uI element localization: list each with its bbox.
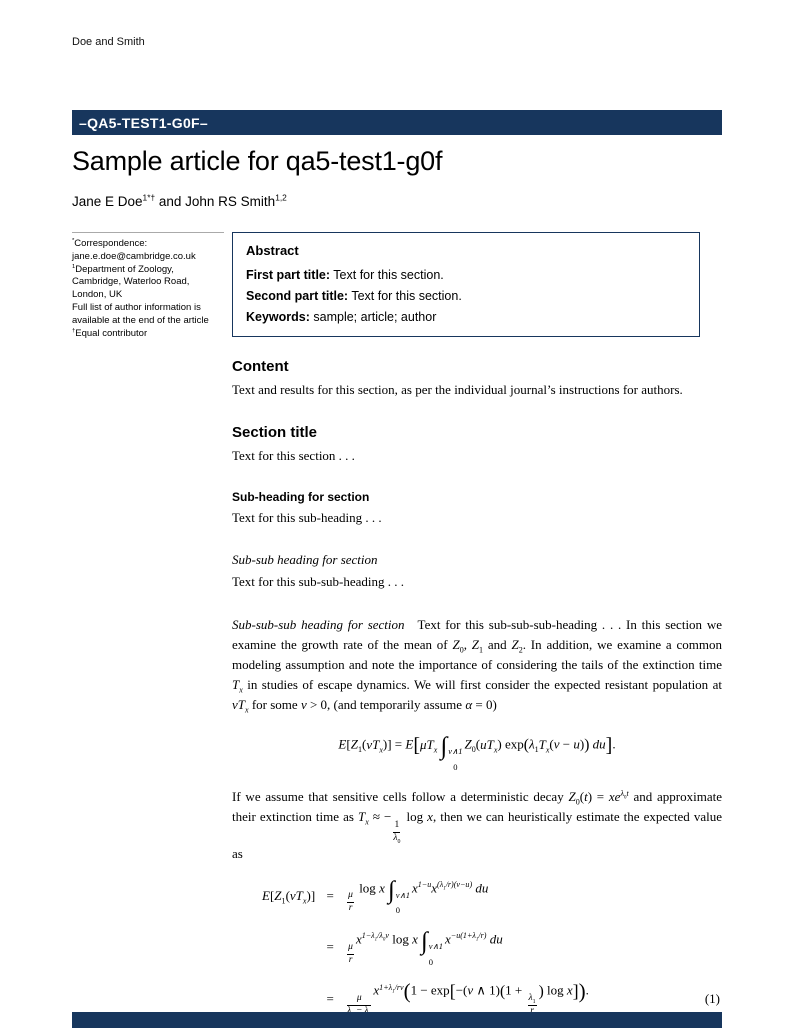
display-equation: $E[Z_1(vT_x)] = E[\mu T_x$ ∫ v∧1 0 $Z_0(uT_x) \exp(\lambda_1T_x(v - u))$ du]. — [338, 733, 616, 772]
correspondence-sidebar — [72, 232, 224, 341]
decay-paragraph: If we assume that sensitive cells follow a deterministic decay $Z_0(t) = xe^{\lambda_0t}$ and approximate their extinction time as $T_x$ ≈ − $\frac{1}{\lambda_0}$ log x, then we can heuristically estimate the expected value as — [232, 788, 722, 862]
article-body — [232, 358, 722, 1018]
equals-sign: = — [326, 887, 334, 903]
equals-sign: = — [326, 990, 334, 1006]
sub-sub-heading: Sub-sub heading for section — [232, 552, 378, 568]
aligned-equations — [232, 877, 722, 1019]
abstract-second-label: Second part title: — [246, 289, 349, 303]
equation-row-3: μ $x^{1+\lambda_1/rv}(1 - \exp[-(v$ ∧ 1)(1 + $\lambda_1$ ) log x]). — [345, 979, 705, 1018]
content-paragraph: Text and results for this section, as per the individual journal’s instructions for authors. — [232, 382, 683, 397]
equation-row-2: $\frac{\mu}{r}$ $x^{1-\lambda_1/\lambda_0v}$ log x ∫ v∧1 0 $x^{-u(1+\lambda_1/r)}$ du — [348, 928, 503, 967]
section-title-heading: Section title — [232, 424, 318, 442]
keywords-label: Keywords: — [246, 310, 310, 324]
footer-bar — [72, 1012, 722, 1028]
keywords-text: sample; article; author — [313, 310, 437, 324]
article-title: Sample article for qa5-test1-g0f — [72, 146, 443, 176]
authors-line: Jane E Doe$^{1*\dagger}$ and John RS Smith$^{1,2}$ — [72, 192, 287, 209]
sub-sub-heading-paragraph: Text for this sub-sub-heading . . . — [232, 574, 405, 590]
banner-text: –QA5-TEST1-G0F– — [79, 114, 208, 131]
correspondence-note: *Correspondence: jane.e.doe@cambridge.co.uk — [72, 237, 196, 262]
abstract-first-text: Text for this section. — [333, 268, 444, 282]
abstract-first-part — [246, 268, 686, 282]
abstract-keywords — [246, 310, 686, 324]
author-info-note: Full list of author information is available at the end of the article — [72, 302, 209, 326]
running-header: Doe and Smith — [72, 36, 145, 48]
content-heading: Content — [232, 358, 289, 375]
sub-heading: Sub-heading for section — [232, 490, 370, 505]
equals-sign: = — [326, 939, 334, 955]
abstract-first-label: First part title: — [246, 268, 331, 282]
affiliation-note: $^1$Department of Zoology, Cambridge, Waterloo Road, London, UK — [72, 263, 190, 301]
sub-heading-paragraph: Text for this sub-heading . . . — [232, 510, 382, 526]
journal-banner — [72, 110, 722, 135]
abstract-heading: Abstract — [246, 243, 299, 258]
equation-row-1: $\frac{\mu}{r}$ log x ∫ v∧1 0 $x^{1-u}x^{(\lambda_1/r)(v-u)}$ du — [348, 876, 489, 916]
sub-sub-sub-paragraph: Sub-sub-sub heading for section Text for this sub-sub-sub-heading . . . In this section we examine the growth rate of the mean of $Z_0$, $Z_1$ and $Z_2$. In addition, we examine a common modeling assumption and note the importance of considering the tails of the extinction time $T_x$ in studies of escape dynamics. We will first consider the expected resistant population at $vT_x$ for some v > 0, (and temporarily assume α = 0) — [232, 616, 723, 715]
equation-number: (1) — [704, 990, 720, 1006]
abstract-second-part — [246, 289, 686, 303]
abstract-second-text: Text for this section. — [351, 289, 462, 303]
section-paragraph: Text for this section . . . — [232, 448, 355, 464]
abstract-box — [232, 232, 700, 337]
equation-lhs: $E[Z_1(vT_x)]$ — [262, 887, 316, 906]
equal-contributor-note: †Equal contributor — [72, 327, 148, 339]
